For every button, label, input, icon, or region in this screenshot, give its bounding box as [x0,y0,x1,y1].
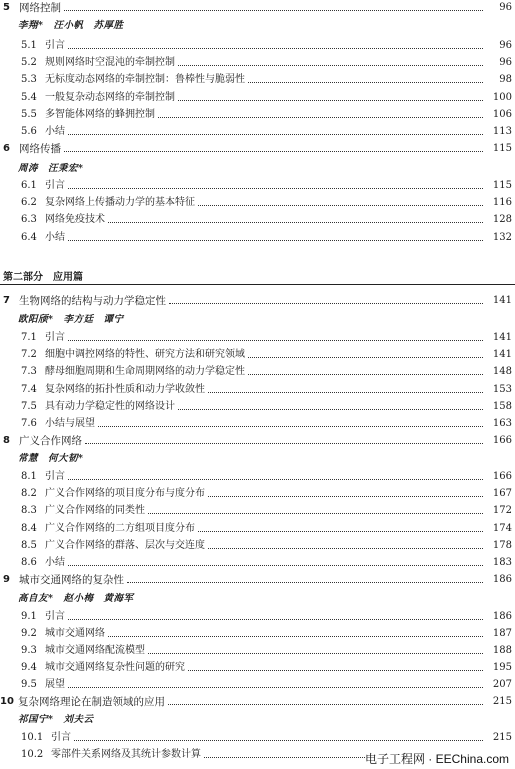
section-number: 7.3 [21,366,37,377]
dot-leader [68,339,483,341]
dot-leader [68,618,483,620]
toc-section-7-5[interactable] [0,399,515,413]
section-title: 小结 [45,126,65,137]
toc-section-8-5[interactable] [0,538,515,552]
section-title: 引言 [45,471,65,482]
toc-chapter-6[interactable] [0,141,515,155]
chapter-title: 城市交通网络的复杂性 [19,574,124,586]
toc-section-7-6[interactable] [0,416,515,430]
section-title: 城市交通网络复杂性问题的研究 [45,662,185,673]
page-number: 153 [492,384,512,395]
chapter-title: 复杂网络理论在制造领域的应用 [18,696,165,708]
toc-section-5-4[interactable] [0,90,515,104]
chapter-authors: 欧阳颀* 李方廷 谭宁 [18,314,124,325]
page-number: 96 [499,57,512,68]
chapter-authors: 周涛 汪秉宏* [18,163,84,174]
dot-leader [148,512,483,514]
toc-section-8-1[interactable] [0,469,515,483]
section-title: 规则网络时空混沌的牵制控制 [45,57,175,68]
dot-leader [208,547,483,549]
dot-leader [204,756,365,758]
chapter-number: 9 [3,574,10,585]
toc-section-10-1[interactable] [0,730,515,744]
toc-chapter-10[interactable] [0,694,515,708]
page-number: 215 [492,732,512,743]
toc-section-8-3[interactable] [0,503,515,517]
dot-leader [108,635,483,637]
section-title: 引言 [45,180,65,191]
toc-section-5-1[interactable] [0,38,515,52]
chapter-number: 6 [3,143,10,154]
page-number: 141 [492,349,512,360]
section-title: 广义合作网络的群落、层次与交连度 [45,540,205,551]
section-title: 广义合作网络的二方组项目度分布 [45,523,195,534]
page-number: 195 [492,662,512,673]
section-title: 复杂网络上传播动力学的基本特征 [45,197,195,208]
section-title: 小结 [45,232,65,243]
page-number: 116 [492,197,512,208]
section-number: 8.4 [21,523,37,534]
page-number: 207 [492,679,512,690]
page-number: 106 [492,109,512,120]
page-number: 166 [492,435,512,446]
page-number: 128 [492,214,512,225]
page-number: 178 [492,540,512,551]
toc-section-9-3[interactable] [0,643,515,657]
section-title: 零部件关系网络及其统计参数计算 [51,749,201,760]
section-number: 9.5 [21,679,37,690]
page-number: 188 [492,645,512,656]
chapter-title: 网络传播 [19,143,61,155]
section-number: 8.3 [21,505,37,516]
section-number: 7.1 [21,332,37,343]
section-number: 9.1 [21,611,37,622]
dot-leader [98,425,483,427]
chapter-title: 生物网络的结构与动力学稳定性 [19,295,166,307]
section-number: 8.5 [21,540,37,551]
page-number: 166 [492,471,512,482]
toc-section-5-5[interactable] [0,107,515,121]
section-title: 城市交通网络配流模型 [45,645,145,656]
section-number: 6.3 [21,214,37,225]
section-title: 展望 [45,679,65,690]
section-number: 6.2 [21,197,37,208]
dot-leader [178,408,483,410]
section-title: 小结 [45,557,65,568]
section-title: 具有动力学稳定性的网络设计 [45,401,175,412]
page-number: 96 [499,2,512,13]
page-number: 187 [492,628,512,639]
section-title: 广义合作网络的项目度分布与度分布 [45,488,205,499]
section-title: 多智能体网络的蜂拥控制 [45,109,155,120]
chapter-number: 8 [3,435,10,446]
section-number: 7.5 [21,401,37,412]
chapter-authors: 祁国宁* 刘夫云 [18,714,94,725]
chapter-authors: 常慧 何大韧* [18,453,84,464]
dot-leader [198,530,483,532]
toc-section-9-1[interactable] [0,609,515,623]
dot-leader [178,99,483,101]
dot-leader [198,204,483,206]
page-number: 148 [492,366,512,377]
section-title: 广义合作网络的同类性 [45,505,145,516]
section-number: 9.2 [21,628,37,639]
dot-leader [68,187,483,189]
section-number: 5.3 [21,74,37,85]
page-number: 215 [492,696,512,707]
page-number: 186 [492,611,512,622]
toc-section-5-6[interactable] [0,124,515,138]
toc-section-6-2[interactable] [0,195,515,209]
dot-leader [208,495,483,497]
toc-section-6-1[interactable] [0,178,515,192]
section-number: 7.2 [21,349,37,360]
section-title: 网络免疫技术 [45,214,105,225]
dot-leader [208,391,483,393]
section-title: 复杂网络的拓扑性质和动力学收敛性 [45,384,205,395]
dot-leader [68,478,483,480]
toc-section-8-2[interactable] [0,486,515,500]
chapter-authors: 李翔* 汪小帆 苏厚胜 [18,20,124,31]
page-number: 174 [492,523,512,534]
toc-section-9-5[interactable] [0,677,515,691]
page-number: 172 [492,505,512,516]
section-title: 引言 [45,611,65,622]
page-number: 100 [492,92,512,103]
section-number: 6.1 [21,180,37,191]
section-title: 引言 [45,332,65,343]
page-number: 167 [492,488,512,499]
toc-chapter-9[interactable] [0,572,515,586]
toc-chapter-5[interactable] [0,0,515,14]
toc-section-7-4[interactable] [0,382,515,396]
toc-section-9-2[interactable] [0,626,515,640]
section-title: 酵母细胞周期和生命周期网络的动力学稳定性 [45,366,245,377]
toc-section-5-2[interactable] [0,55,515,69]
section-number: 6.4 [21,232,37,243]
section-title: 一般复杂动态网络的牵制控制 [45,92,175,103]
section-number: 5.4 [21,92,37,103]
toc-section-7-2[interactable] [0,347,515,361]
section-title: 无标度动态网络的牵制控制：鲁棒性与脆弱性 [45,74,245,85]
section-number: 8.1 [21,471,37,482]
toc-chapter-7[interactable] [0,293,515,307]
section-number: 10.1 [21,732,44,743]
toc-section-7-3[interactable] [0,364,515,378]
section-title: 城市交通网络 [45,628,105,639]
section-title: 引言 [51,732,71,743]
toc-section-8-4[interactable] [0,521,515,535]
chapter-title: 广义合作网络 [19,435,82,447]
site-watermark: 电子工程网 · EEChina.com [364,752,509,766]
section-number: 8.2 [21,488,37,499]
toc-section-5-3[interactable] [0,72,515,86]
section-title: 引言 [45,40,65,51]
dot-leader [169,302,483,304]
part-heading: 第二部分 应用篇 [3,272,83,283]
dot-leader [68,686,483,688]
chapter-authors: 高自友* 赵小梅 黄海军 [18,593,134,604]
chapter-number: 5 [3,2,10,13]
dot-leader [148,652,483,654]
page-number: 115 [492,143,512,154]
part-divider [0,284,515,285]
page-number: 132 [492,232,512,243]
page-number: 141 [492,295,512,306]
section-number: 5.2 [21,57,37,68]
page-number: 113 [492,126,512,137]
toc-section-6-3[interactable] [0,212,515,226]
page-number: 183 [492,557,512,568]
section-number: 10.2 [21,749,44,760]
dot-leader [248,356,483,358]
page-number: 158 [492,401,512,412]
page-number: 115 [492,180,512,191]
chapter-title: 网络控制 [19,2,61,14]
section-title: 细胞中调控网络的特性、研究方法和研究领域 [45,349,245,360]
dot-leader [168,703,483,705]
page-number: 96 [499,40,512,51]
chapter-number: 10 [0,696,14,707]
dot-leader [85,442,483,444]
dot-leader [158,116,483,118]
chapter-number: 7 [3,295,10,306]
dot-leader [188,669,483,671]
dot-leader [178,64,483,66]
section-number: 9.3 [21,645,37,656]
toc-section-7-1[interactable] [0,330,515,344]
section-number: 8.6 [21,557,37,568]
dot-leader [64,150,483,152]
page-number: 141 [492,332,512,343]
page-number: 163 [492,418,512,429]
toc-section-6-4[interactable] [0,230,515,244]
dot-leader [108,221,483,223]
dot-leader [74,739,483,741]
dot-leader [68,47,483,49]
toc-section-9-4[interactable] [0,660,515,674]
section-number: 5.5 [21,109,37,120]
section-number: 9.4 [21,662,37,673]
dot-leader [68,239,483,241]
dot-leader [64,9,483,11]
section-number: 5.1 [21,40,37,51]
dot-leader [68,133,483,135]
dot-leader [248,373,483,375]
toc-chapter-8[interactable] [0,433,515,447]
section-number: 7.6 [21,418,37,429]
section-title: 小结与展望 [45,418,95,429]
section-number: 7.4 [21,384,37,395]
dot-leader [127,581,483,583]
page-number: 98 [499,74,512,85]
dot-leader [68,564,483,566]
toc-section-8-6[interactable] [0,555,515,569]
page-number: 186 [492,574,512,585]
dot-leader [248,81,483,83]
section-number: 5.6 [21,126,37,137]
